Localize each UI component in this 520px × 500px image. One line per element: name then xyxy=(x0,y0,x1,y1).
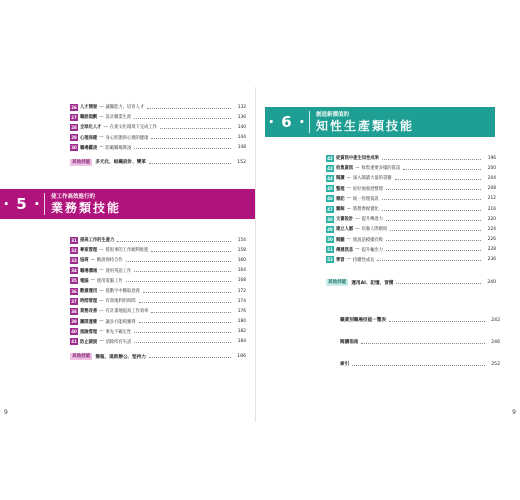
item-subtitle: 設計職業生涯 xyxy=(105,115,132,121)
other-skills-tag: 其他技能 xyxy=(72,354,91,360)
item-page: 136 xyxy=(237,114,246,120)
page-number: 9 xyxy=(512,409,516,416)
item-subtitle: 讓多方能夠獲得 xyxy=(105,319,136,325)
item-subtitle: 有效地利用時間 xyxy=(105,299,136,305)
item-page: 196 xyxy=(487,155,496,161)
item-page: 208 xyxy=(487,186,496,192)
item-number: 48 xyxy=(327,216,333,222)
item-title: 專案管理 xyxy=(80,248,98,254)
item-subtitle: 在異文化環境下完成工作 xyxy=(109,125,158,131)
item-page: 216 xyxy=(487,206,496,212)
item-subtitle: 統一管理資訊 xyxy=(352,196,379,202)
item-number: 30 xyxy=(71,145,77,151)
toc-entry[interactable]: 46 筆記 — 統一管理資訊 212 xyxy=(327,196,496,202)
item-page: 220 xyxy=(487,216,496,222)
other-skills-entry[interactable] xyxy=(70,157,246,168)
appendix-title: 索引 xyxy=(340,362,350,367)
appendix-list xyxy=(340,312,500,372)
item-page: 252 xyxy=(491,361,500,367)
toc-entry[interactable]: 52 學習 — 持續性成長 236 xyxy=(327,257,496,263)
item-page: 226 xyxy=(487,237,496,243)
toc-entry[interactable]: 30 職場霸凌 — 防範職場欺凌 148 xyxy=(71,145,246,151)
item-subtitle: 使用電腦工作 xyxy=(96,278,123,284)
toc-entry[interactable]: 36 數據運用 — 從數字中獲取意義 172 xyxy=(71,288,246,295)
item-page: 160 xyxy=(237,257,246,263)
other-skills-text: 簡報、遠距辦公、堅持力 xyxy=(95,354,146,360)
item-title: 團隊運營 xyxy=(80,319,98,325)
item-page: 158 xyxy=(237,247,246,253)
item-number: 47 xyxy=(327,206,333,212)
item-number: 34 xyxy=(71,268,77,274)
page-number: 9 xyxy=(4,409,8,416)
item-page: 140 xyxy=(237,124,246,130)
other-skills-tag: 其他技能 xyxy=(72,159,91,165)
item-number: 43 xyxy=(327,165,333,171)
item-title: 文書設計 xyxy=(336,217,354,223)
chapter-title: 知性生產類技能 xyxy=(316,119,415,133)
toc-entry[interactable]: 41 防止錯誤 — 消除所有失誤 184 xyxy=(71,339,246,345)
toc-entry[interactable]: 47 圖解 — 將想像視覺化 216 xyxy=(327,206,496,213)
chapter-6-banner xyxy=(265,107,495,137)
item-number: 42 xyxy=(327,155,333,161)
item-number: 28 xyxy=(71,124,77,130)
item-title: 電腦 xyxy=(80,278,89,284)
toc-entry[interactable]: 50 閱聽 — 使說話模樣有吸 226 xyxy=(327,237,496,243)
item-title: 心理保健 xyxy=(80,135,98,141)
item-title: 筆記 xyxy=(336,196,345,202)
item-page: 212 xyxy=(487,196,496,202)
item-subtitle: 使用英語工作 xyxy=(105,268,132,274)
other-skills-text: 運用AI、記憶、習慣 xyxy=(351,280,394,286)
toc-entry[interactable]: 26 人才開發 — 讓團能力，培育人才 132 xyxy=(71,104,246,111)
toc-entry[interactable]: 43 收集資訊 — 收集重要多樣的資訊 200 xyxy=(327,165,496,172)
item-page: 186 xyxy=(237,354,246,360)
item-page: 168 xyxy=(237,278,246,284)
item-title: 防止錯誤 xyxy=(80,339,98,345)
item-subtitle: 消除所有失誤 xyxy=(105,339,132,345)
toc-entry[interactable]: 34 職場溝通 — 使用英語工作 164 xyxy=(71,268,246,274)
item-subtitle: 防範職場欺凌 xyxy=(105,145,132,151)
item-subtitle: 身心狀態與心理的健康 xyxy=(105,135,149,141)
item-number: 49 xyxy=(327,226,333,232)
item-number: 37 xyxy=(71,298,77,304)
appendix-title: 職業別職場技能一覽表 xyxy=(340,318,386,323)
item-subtitle: 將想像視覺化 xyxy=(352,207,379,213)
item-page: 184 xyxy=(237,339,246,345)
item-title: 人才開發 xyxy=(80,105,98,111)
item-page: 236 xyxy=(487,257,496,263)
top-item-list xyxy=(70,102,246,168)
item-title: 建立人脈 xyxy=(336,227,354,233)
item-number: 40 xyxy=(71,329,77,335)
appendix-entry[interactable] xyxy=(340,356,500,372)
item-number: 46 xyxy=(327,196,333,202)
toc-entry[interactable]: 38 業務改善 — 有計畫地提高工作效率 176 xyxy=(71,308,246,315)
item-page: 164 xyxy=(237,268,246,274)
toc-entry[interactable]: 33 協商 — 勸說保持合作 160 xyxy=(71,257,246,264)
item-page: 246 xyxy=(491,339,500,345)
item-page: 148 xyxy=(237,145,246,151)
item-number: 45 xyxy=(327,186,333,192)
item-number: 27 xyxy=(71,114,77,120)
item-page: 132 xyxy=(237,104,246,110)
item-subtitle: 有計畫地提高工作效率 xyxy=(105,309,149,315)
toc-entry[interactable]: 45 整理 — 好好地收拾整理 208 xyxy=(327,186,496,192)
toc-entry[interactable]: 35 電腦 — 使用電腦工作 168 xyxy=(71,278,246,284)
item-page: 200 xyxy=(487,165,496,171)
chapter-5-banner xyxy=(0,189,255,219)
item-number: 50 xyxy=(327,237,333,243)
item-subtitle: 持續性成長 xyxy=(352,257,375,263)
toc-entry[interactable] xyxy=(326,153,496,163)
toc-entry[interactable]: 29 心理保健 — 身心狀態與心理的健康 144 xyxy=(71,135,246,141)
toc-entry[interactable]: 28 全球化人才 — 在異文化環境下完成工作 140 xyxy=(71,124,246,131)
item-page: 180 xyxy=(237,319,246,325)
item-title: 整理 xyxy=(336,186,345,192)
item-page: 242 xyxy=(491,317,500,323)
item-title: 業務改善 xyxy=(80,309,98,315)
item-subtitle: 從數字中獲取意義 xyxy=(105,289,140,295)
item-number: 36 xyxy=(71,288,77,294)
item-number: 35 xyxy=(71,278,77,284)
other-skills-text: 多元化、組織設計、變革 xyxy=(95,160,146,166)
item-title: 職涯規劃 xyxy=(80,115,98,121)
chapter-kicker: 使工作高效進行的 xyxy=(51,194,96,200)
toc-entry[interactable] xyxy=(70,235,246,245)
item-page: 224 xyxy=(487,226,496,232)
chapter-number: · 6 · xyxy=(268,113,306,131)
item-number: 38 xyxy=(71,308,77,314)
appendix-title: 閱讀指南 xyxy=(340,340,359,345)
item-title: 全球化人才 xyxy=(80,125,102,131)
item-subtitle: 勸說保持合作 xyxy=(96,258,123,264)
item-title: 傳遞訊息 xyxy=(336,247,354,253)
item-number: 52 xyxy=(327,257,333,263)
other-skills-entry[interactable] xyxy=(326,277,496,288)
toc-entry[interactable]: 37 時間管理 — 有效地利用時間 174 xyxy=(71,298,246,305)
toc-entry[interactable]: 49 建立人脈 — 培養人際網絡 224 xyxy=(327,226,496,233)
item-number: 26 xyxy=(71,104,77,110)
item-title: 提高工作的生產力 xyxy=(80,238,115,244)
item-title: 時間管理 xyxy=(80,299,98,305)
item-number: 29 xyxy=(71,135,77,141)
item-page: 172 xyxy=(237,288,246,294)
left-page xyxy=(3,87,256,422)
item-title: 閱聽 xyxy=(336,237,345,243)
item-title: 職場溝通 xyxy=(80,268,98,274)
other-skills-tag: 其他技能 xyxy=(328,280,347,286)
item-number: 39 xyxy=(71,319,77,325)
item-page: 152 xyxy=(237,159,246,165)
item-page: 204 xyxy=(487,175,496,181)
item-subtitle: 深入閱讀大量的書籍 xyxy=(352,176,392,182)
item-title: 數據運用 xyxy=(80,289,98,295)
item-number: 33 xyxy=(71,257,77,263)
chapter-number: · 5 · xyxy=(3,195,41,213)
item-page: 154 xyxy=(237,237,246,243)
item-subtitle: 使說話模樣有吸 xyxy=(352,237,383,243)
item-subtitle: 提升輸出力 xyxy=(361,247,383,253)
item-subtitle: 好好地收拾整理 xyxy=(352,186,383,192)
item-title: 協商 xyxy=(80,258,89,264)
item-number: 44 xyxy=(327,175,333,181)
item-page: 182 xyxy=(237,329,246,335)
item-title: 閱讀 xyxy=(336,176,345,182)
item-title: 圖解 xyxy=(336,207,345,213)
item-subtitle: 收集重要多樣的資訊 xyxy=(361,166,401,172)
appendix-entry[interactable] xyxy=(340,334,500,350)
item-title: 職場霸凌 xyxy=(80,145,98,151)
toc-entry[interactable]: 32 專案管理 — 將很事的工作順利推進 158 xyxy=(71,247,246,254)
toc-entry[interactable]: 51 傳遞訊息 — 提升輸出力 228 xyxy=(327,247,496,253)
item-page: 240 xyxy=(487,280,496,286)
item-number: 51 xyxy=(327,247,333,253)
item-page: 174 xyxy=(237,298,246,304)
toc-entry[interactable]: 27 職涯規劃 — 設計職業生涯 136 xyxy=(71,114,246,121)
chapter-title: 業務類技能 xyxy=(51,201,122,215)
chapter-5-item-list xyxy=(70,235,246,362)
item-page: 144 xyxy=(237,135,246,141)
item-number: 31 xyxy=(71,237,77,243)
item-page: 176 xyxy=(237,308,246,314)
other-skills-entry[interactable] xyxy=(70,351,246,362)
toc-entry[interactable]: 48 文書設計 — 提升傳達力 220 xyxy=(327,216,496,223)
toc-entry[interactable]: 44 閱讀 — 深入閱讀大量的書籍 204 xyxy=(327,175,496,182)
chapter-6-item-list xyxy=(326,153,496,288)
item-title: 從資訊中產生知性成果 xyxy=(336,156,379,162)
item-subtitle: 培養人際網絡 xyxy=(361,227,388,233)
item-page: 228 xyxy=(487,247,496,253)
appendix-entry[interactable] xyxy=(340,312,500,328)
toc-entry[interactable]: 39 團隊運營 — 讓多方能夠獲得 180 xyxy=(71,319,246,325)
item-number: 41 xyxy=(71,339,77,345)
item-subtitle: 事先不確定性 xyxy=(105,329,132,335)
right-page xyxy=(265,87,516,422)
toc-entry[interactable]: 40 風險管理 — 事先不確定性 182 xyxy=(71,329,246,335)
chapter-kicker: 創造新價值的 xyxy=(316,112,350,118)
item-subtitle: 提升傳達力 xyxy=(361,217,383,223)
item-number: 32 xyxy=(71,247,77,253)
item-subtitle: 將很事的工作順利推進 xyxy=(105,248,149,254)
item-title: 風險管理 xyxy=(80,329,98,335)
item-title: 學習 xyxy=(336,257,345,263)
item-subtitle: 讓團能力，培育人才 xyxy=(105,105,145,111)
item-title: 收集資訊 xyxy=(336,166,354,172)
